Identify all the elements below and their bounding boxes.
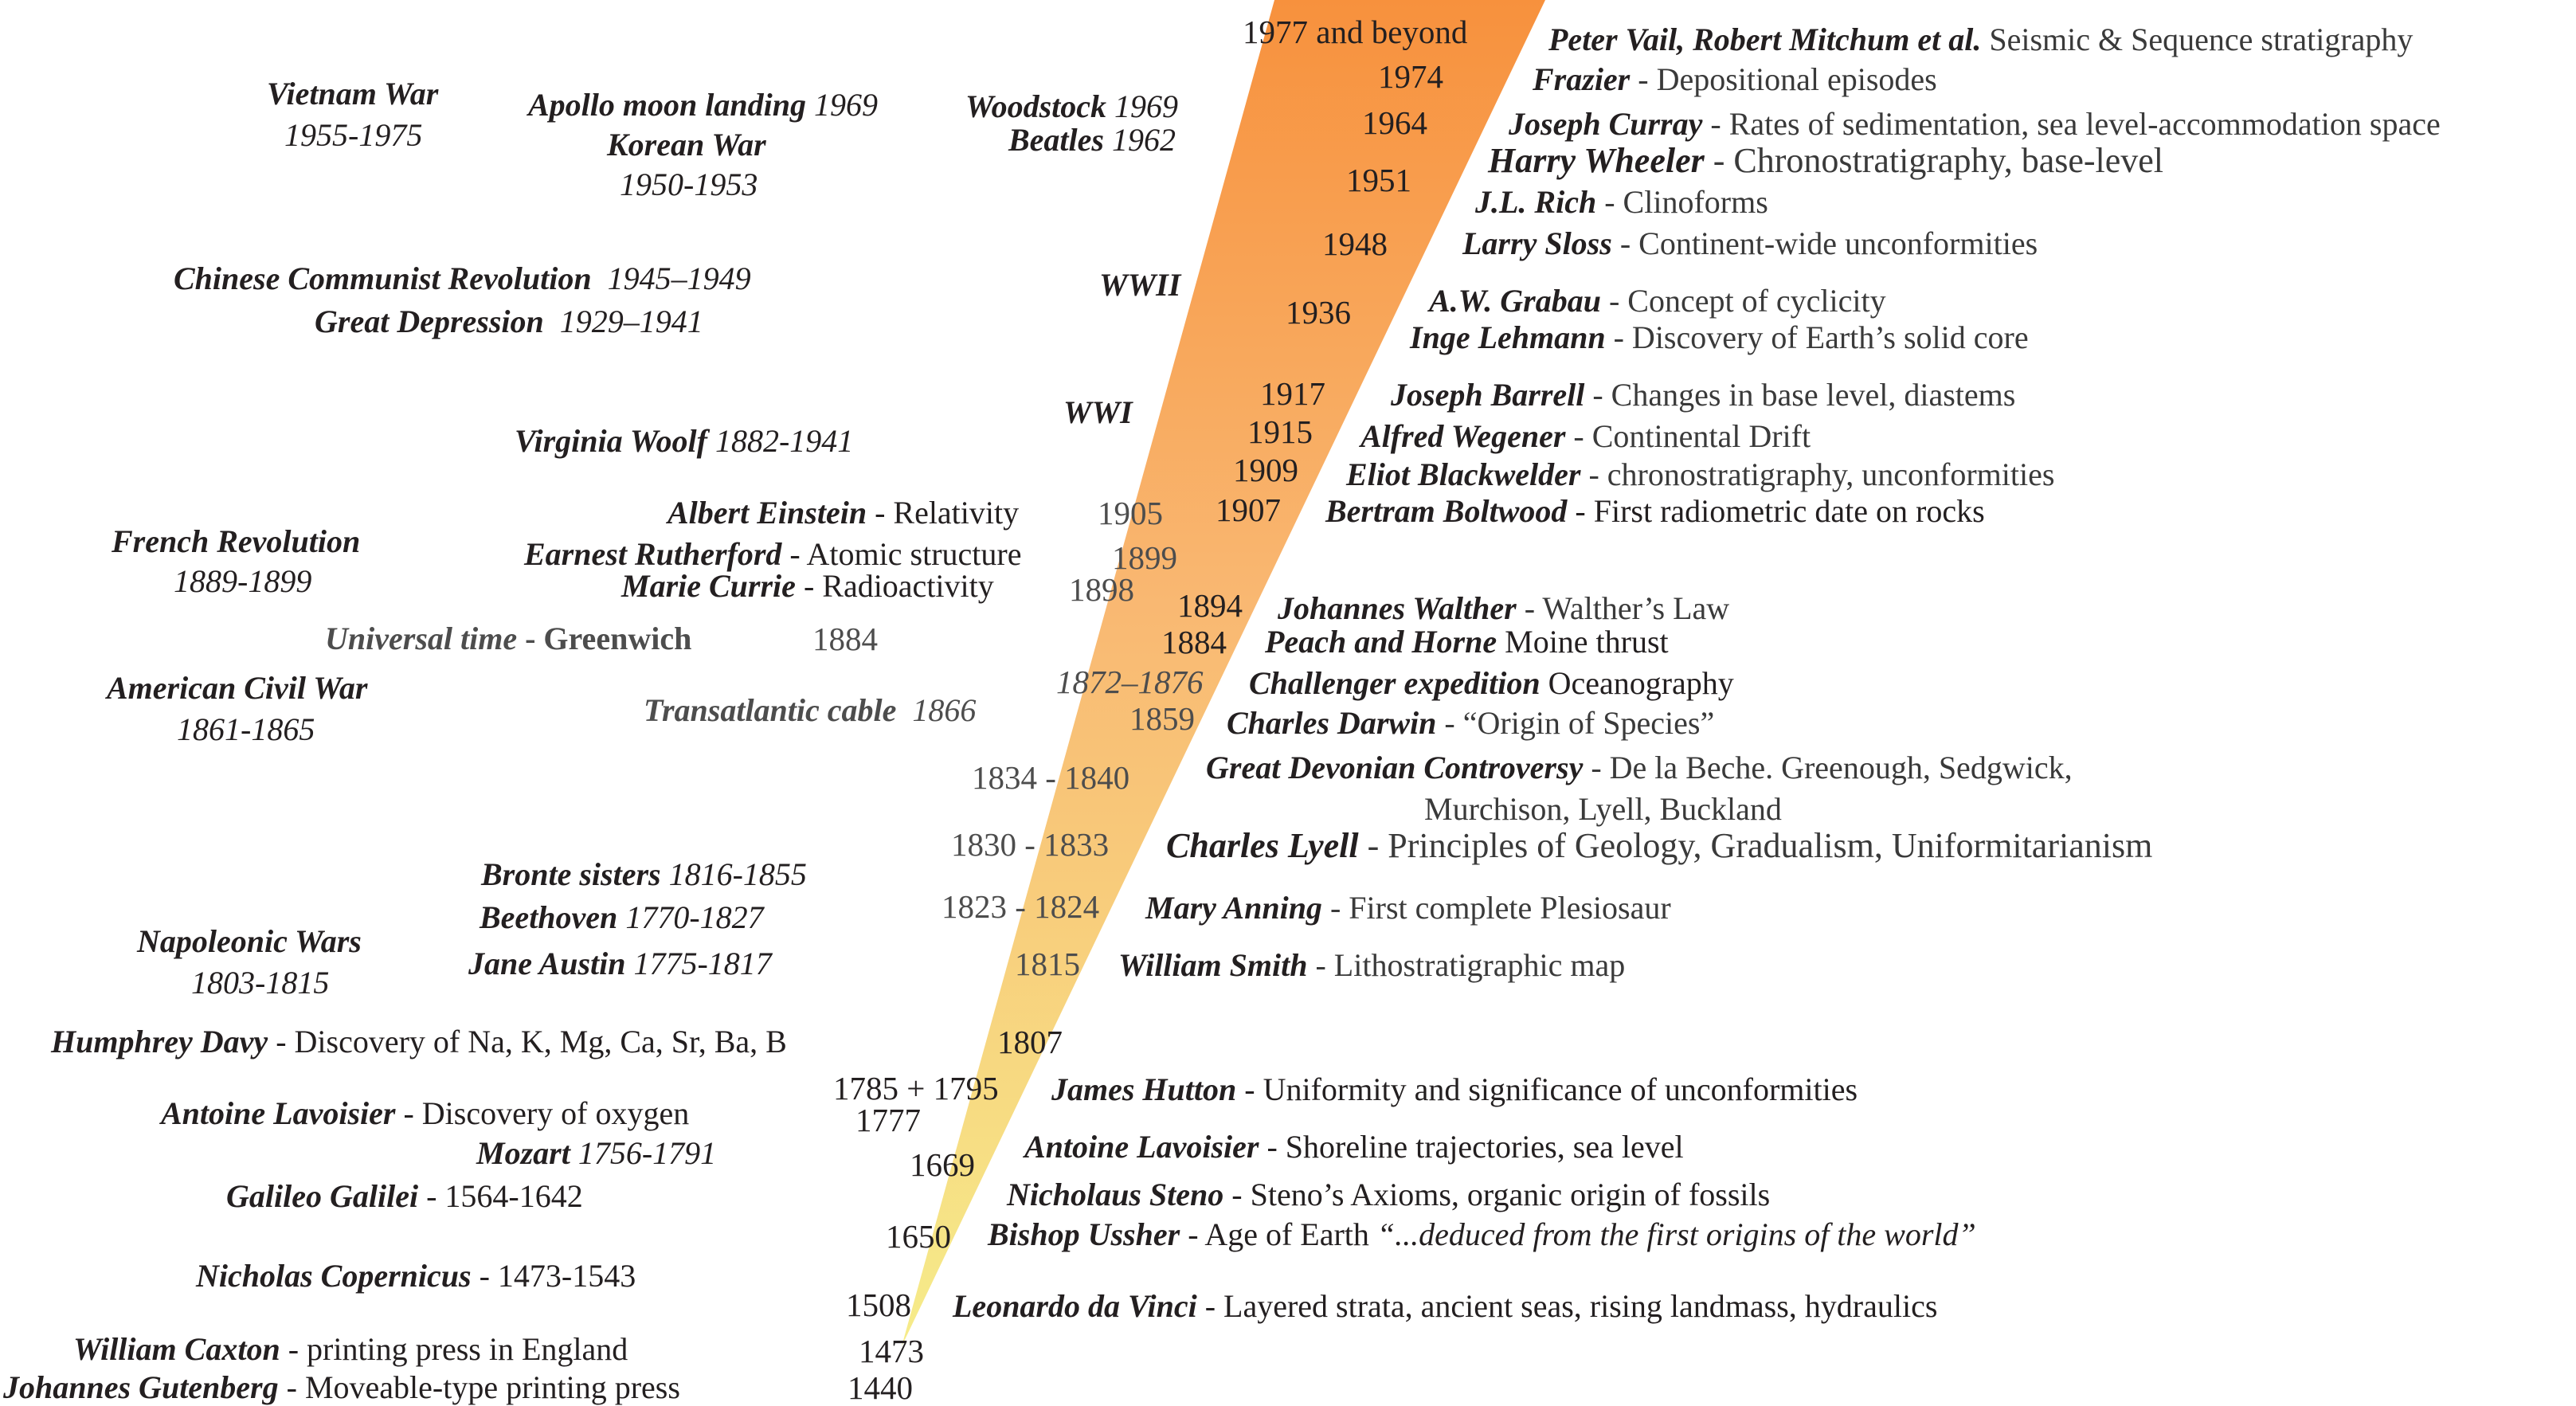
event-french-revolution-dates: 1889-1899 <box>174 563 312 599</box>
event-rutherford: Earnest Rutherford - Atomic structure <box>524 536 1022 572</box>
year-1872: 1872–1876 <box>1056 664 1204 700</box>
timeline-hutton: James Hutton - Uniformity and significance of unconformities <box>1051 1071 1858 1107</box>
event-woolf: Virginia Woolf 1882-1941 <box>515 423 854 459</box>
year-1807: 1807 <box>997 1024 1063 1060</box>
year-1440: 1440 <box>848 1369 913 1406</box>
event-napoleonic-dates: 1803-1815 <box>191 965 330 1001</box>
year-1473: 1473 <box>859 1333 924 1369</box>
event-civil-war-dates: 1861-1865 <box>177 711 315 747</box>
year-1830: 1830 - 1833 <box>951 826 1110 863</box>
year-1964: 1964 <box>1362 104 1427 141</box>
timeline-da-vinci: Leonardo da Vinci - Layered strata, ancient seas, rising landmass, hydraulics <box>953 1288 1938 1324</box>
year-1650: 1650 <box>886 1218 951 1255</box>
timeline-ussher: Bishop Ussher - Age of Earth “...deduced from the first origins of the world” <box>988 1216 1976 1252</box>
timeline-darwin: Charles Darwin - “Origin of Species” <box>1227 705 1715 741</box>
timeline-steno: Nicholaus Steno - Steno’s Axioms, organic origin of fossils <box>1007 1177 1771 1212</box>
year-1777: 1777 <box>855 1102 921 1138</box>
year-1815: 1815 <box>1015 946 1080 982</box>
timeline-lavoisier-right: Antoine Lavoisier - Shoreline trajectories, sea level <box>1024 1129 1684 1165</box>
year-1909: 1909 <box>1233 452 1298 488</box>
year-1948: 1948 <box>1322 225 1388 262</box>
event-woodstock: Woodstock 1969 <box>965 88 1179 124</box>
event-napoleonic: Napoleonic Wars <box>137 923 362 959</box>
timeline-blackwelder: Eliot Blackwelder - chronostratigraphy, unconformities <box>1346 456 2055 492</box>
year-1905-left: 1905 <box>1098 495 1163 531</box>
event-gutenberg: Johannes Gutenberg - Moveable-type printing press <box>3 1369 680 1405</box>
timeline-smith: William Smith - Lithostratigraphic map <box>1118 947 1626 983</box>
timeline-peach-horne: Peach and Horne Moine thrust <box>1265 624 1669 660</box>
year-1508: 1508 <box>846 1287 911 1323</box>
event-universal-time: Universal time - Greenwich <box>325 621 692 656</box>
timeline-boltwood: Bertram Boltwood - First radiometric date on rocks <box>1325 493 1985 529</box>
year-1899-left: 1899 <box>1112 539 1177 576</box>
event-vietnam: Vietnam War <box>267 76 439 112</box>
year-1823: 1823 - 1824 <box>942 888 1100 925</box>
timeline-devonian-line2: Murchison, Lyell, Buckland <box>1424 791 1782 827</box>
event-wwii: WWII <box>1099 267 1181 303</box>
timeline-wegener: Alfred Wegener - Continental Drift <box>1360 418 1811 454</box>
event-chinese-revolution: Chinese Communist Revolution 1945–1949 <box>174 260 751 296</box>
year-1785: 1785 + 1795 <box>833 1070 999 1106</box>
year-1894: 1894 <box>1177 587 1243 624</box>
event-korean: Korean War <box>607 127 766 163</box>
event-lavoisier-left: Antoine Lavoisier - Discovery of oxygen <box>161 1095 690 1131</box>
event-wwi: WWI <box>1063 394 1133 430</box>
timeline-walther: Johannes Walther - Walther’s Law <box>1278 590 1730 626</box>
timeline-frazier: Frazier - Depositional episodes <box>1533 61 1937 97</box>
event-mozart: Mozart 1756-1791 <box>476 1135 717 1171</box>
timeline-vail: Peter Vail, Robert Mitchum et al. Seismic & Sequence stratigraphy <box>1548 22 2414 57</box>
year-1884-left: 1884 <box>812 621 878 657</box>
year-1669: 1669 <box>910 1146 975 1183</box>
year-1951: 1951 <box>1346 162 1411 198</box>
year-1936: 1936 <box>1286 294 1351 331</box>
timeline-grabau: A.W. Grabau - Concept of cyclicity <box>1429 283 1886 319</box>
event-vietnam-dates: 1955-1975 <box>284 117 423 153</box>
event-copernicus: Nicholas Copernicus - 1473-1543 <box>196 1258 636 1294</box>
timeline-devonian: Great Devonian Controversy - De la Beche. Greenough, Sedgwick, <box>1206 750 2073 785</box>
year-1915: 1915 <box>1247 413 1313 450</box>
event-galileo: Galileo Galilei - 1564-1642 <box>226 1178 583 1214</box>
event-bronte: Bronte sisters 1816-1855 <box>481 856 807 892</box>
timeline-lehmann: Inge Lehmann - Discovery of Earth’s solid core <box>1410 319 2029 355</box>
year-1917: 1917 <box>1260 375 1325 412</box>
timeline-curray: Joseph Curray - Rates of sedimentation, sea level-accommodation space <box>1509 106 2441 142</box>
event-davy: Humphrey Davy - Discovery of Na, K, Mg, Ca, Sr, Ba, B <box>51 1024 787 1059</box>
year-1859: 1859 <box>1129 700 1195 737</box>
year-1834: 1834 - 1840 <box>972 759 1130 796</box>
timeline-barrell: Joseph Barrell - Changes in base level, diastems <box>1391 377 2016 413</box>
event-beatles: Beatles 1962 <box>1008 122 1176 158</box>
timeline-anning: Mary Anning - First complete Plesiosaur <box>1145 890 1671 926</box>
event-currie: Marie Currie - Radioactivity <box>621 568 994 604</box>
timeline-wheeler: Harry Wheeler - Chronostratigraphy, base-level <box>1488 141 2164 180</box>
timeline-lyell: Charles Lyell - Principles of Geology, Gradualism, Uniformitarianism <box>1166 826 2153 865</box>
event-beethoven: Beethoven 1770-1827 <box>480 899 764 935</box>
year-1907: 1907 <box>1216 492 1281 528</box>
event-korean-dates: 1950-1953 <box>620 166 758 202</box>
event-caxton: William Caxton - printing press in England <box>73 1331 628 1367</box>
event-apollo: Apollo moon landing 1969 <box>528 87 878 123</box>
timeline-challenger: Challenger expedition Oceanography <box>1249 665 1734 701</box>
event-french-revolution: French Revolution <box>112 523 361 559</box>
event-civil-war: American Civil War <box>107 670 368 706</box>
year-1974: 1974 <box>1378 58 1443 95</box>
year-1977: 1977 and beyond <box>1243 14 1468 50</box>
year-1884: 1884 <box>1161 624 1227 660</box>
year-1898-left: 1898 <box>1069 571 1134 608</box>
event-transatlantic-cable: Transatlantic cable 1866 <box>644 692 977 728</box>
event-einstein: Albert Einstein - Relativity <box>667 495 1020 531</box>
event-austin: Jane Austin 1775-1817 <box>468 946 772 981</box>
timeline-rich: J.L. Rich - Clinoforms <box>1475 184 1768 220</box>
timeline-sloss: Larry Sloss - Continent-wide unconformities <box>1462 225 2038 261</box>
event-great-depression: Great Depression 1929–1941 <box>315 304 703 339</box>
